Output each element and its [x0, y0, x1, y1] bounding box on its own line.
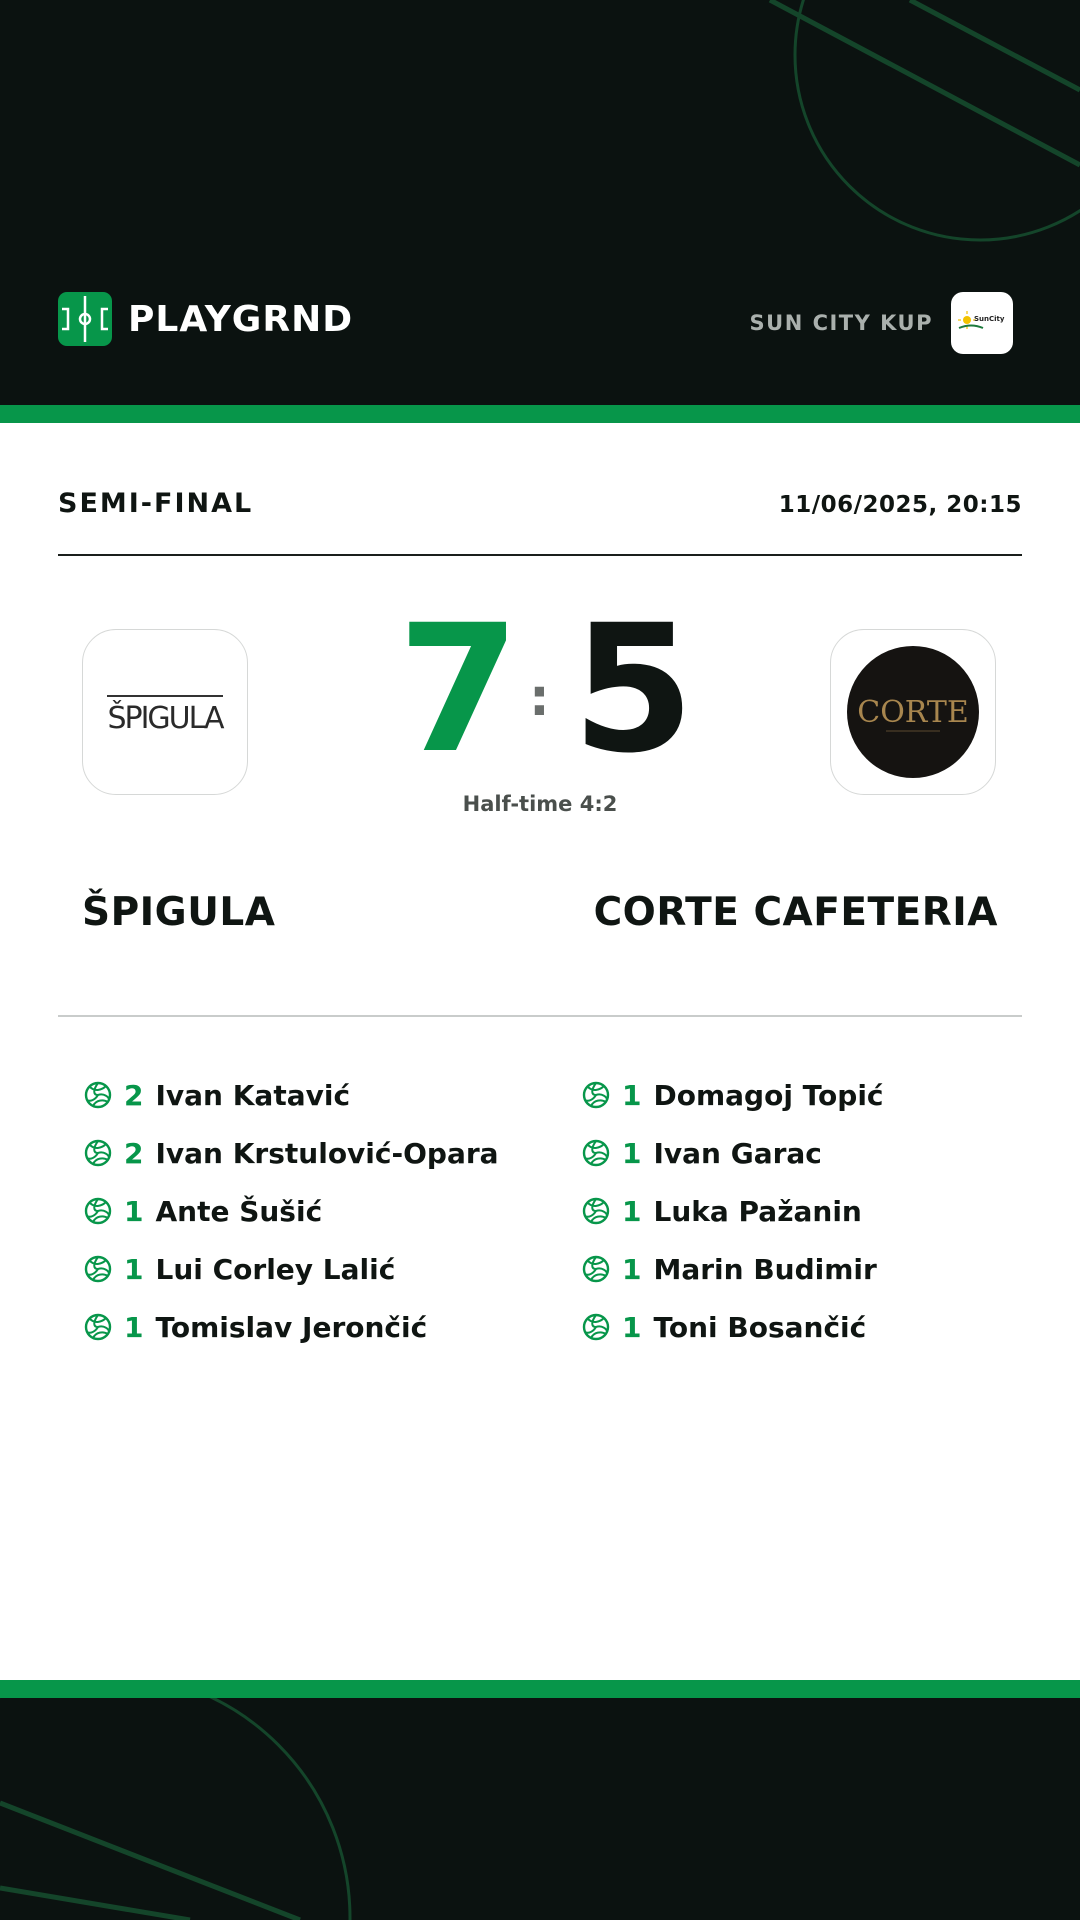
away-team-logo[interactable] — [830, 629, 996, 795]
home-team-name[interactable]: ŠPIGULA — [82, 890, 276, 935]
volleyball-icon — [84, 1139, 112, 1167]
volleyball-icon — [582, 1255, 610, 1283]
away-scorers-list — [582, 1066, 884, 1356]
player-name[interactable]: Ivan Garac — [653, 1136, 822, 1170]
scorer-item — [84, 1182, 499, 1240]
match-datetime: 11/06/2025, 20:15 — [778, 492, 1022, 518]
volleyball-icon — [84, 1197, 112, 1225]
player-name[interactable]: Ivan Katavić — [155, 1078, 351, 1112]
tournament-logo-text: SunCity — [974, 315, 1005, 323]
player-name[interactable]: Domagoj Topić — [653, 1078, 884, 1112]
corte-logo — [846, 645, 980, 779]
away-team-name[interactable]: CORTE CAFETERIA — [593, 890, 998, 935]
brand[interactable] — [58, 292, 353, 346]
svg-text:ŠPIGULA: ŠPIGULA — [107, 701, 223, 736]
scorer-item — [582, 1182, 884, 1240]
scorer-item — [84, 1124, 499, 1182]
volleyball-icon — [84, 1255, 112, 1283]
divider — [58, 1015, 1022, 1017]
goal-count: 2 — [124, 1078, 144, 1112]
player-name[interactable]: Lui Corley Lalić — [155, 1252, 396, 1286]
scoreboard — [390, 587, 695, 792]
goal-count: 1 — [124, 1194, 144, 1228]
scorer-item — [582, 1066, 884, 1124]
volleyball-icon — [582, 1197, 610, 1225]
player-name[interactable]: Ivan Krstulović-Opara — [155, 1136, 499, 1170]
sun-logo-icon — [957, 308, 1007, 338]
player-name[interactable]: Ante Šušić — [155, 1194, 323, 1228]
scorer-item — [84, 1240, 499, 1298]
halftime-score: Half-time 4:2 — [462, 792, 618, 816]
accent-stripe-top — [0, 405, 1080, 423]
goal-count: 1 — [622, 1078, 642, 1112]
goal-count: 1 — [124, 1252, 144, 1286]
scorer-item — [582, 1298, 884, 1356]
spigula-logo — [95, 682, 235, 742]
scorer-item — [582, 1240, 884, 1298]
goal-count: 1 — [622, 1194, 642, 1228]
pitch-icon — [58, 292, 112, 346]
scorer-item — [84, 1298, 499, 1356]
header-band — [0, 0, 1080, 405]
goal-count: 1 — [622, 1310, 642, 1344]
away-score: 5 — [572, 587, 695, 792]
player-name[interactable]: Marin Budimir — [653, 1252, 877, 1286]
goal-count: 1 — [622, 1136, 642, 1170]
player-name[interactable]: Tomislav Jerončić — [155, 1310, 428, 1344]
volleyball-icon — [84, 1313, 112, 1341]
volleyball-icon — [582, 1139, 610, 1167]
player-name[interactable]: Luka Pažanin — [653, 1194, 862, 1228]
home-score: 7 — [397, 587, 520, 792]
player-name[interactable]: Toni Bosančić — [653, 1310, 867, 1344]
scorer-item — [582, 1124, 884, 1182]
accent-stripe-bottom — [0, 1680, 1080, 1698]
goal-count: 1 — [124, 1310, 144, 1344]
volleyball-icon — [582, 1313, 610, 1341]
goal-count: 1 — [622, 1252, 642, 1286]
volleyball-icon — [84, 1081, 112, 1109]
brand-name: PLAYGRND — [128, 298, 354, 340]
tournament-logo — [951, 292, 1013, 354]
svg-text:CORTE: CORTE — [857, 695, 969, 730]
volleyball-icon — [582, 1081, 610, 1109]
home-scorers-list — [84, 1066, 499, 1356]
goal-count: 2 — [124, 1136, 144, 1170]
home-team-logo[interactable] — [82, 629, 248, 795]
scorer-item — [84, 1066, 499, 1124]
divider — [58, 554, 1022, 556]
tournament — [750, 292, 1013, 354]
pitch-lines-decoration — [0, 1698, 1080, 1920]
score-separator: : — [529, 668, 550, 728]
footer-band — [0, 1698, 1080, 1920]
match-round: SEMI-FINAL — [58, 488, 254, 519]
tournament-name: SUN CITY KUP — [749, 311, 933, 335]
